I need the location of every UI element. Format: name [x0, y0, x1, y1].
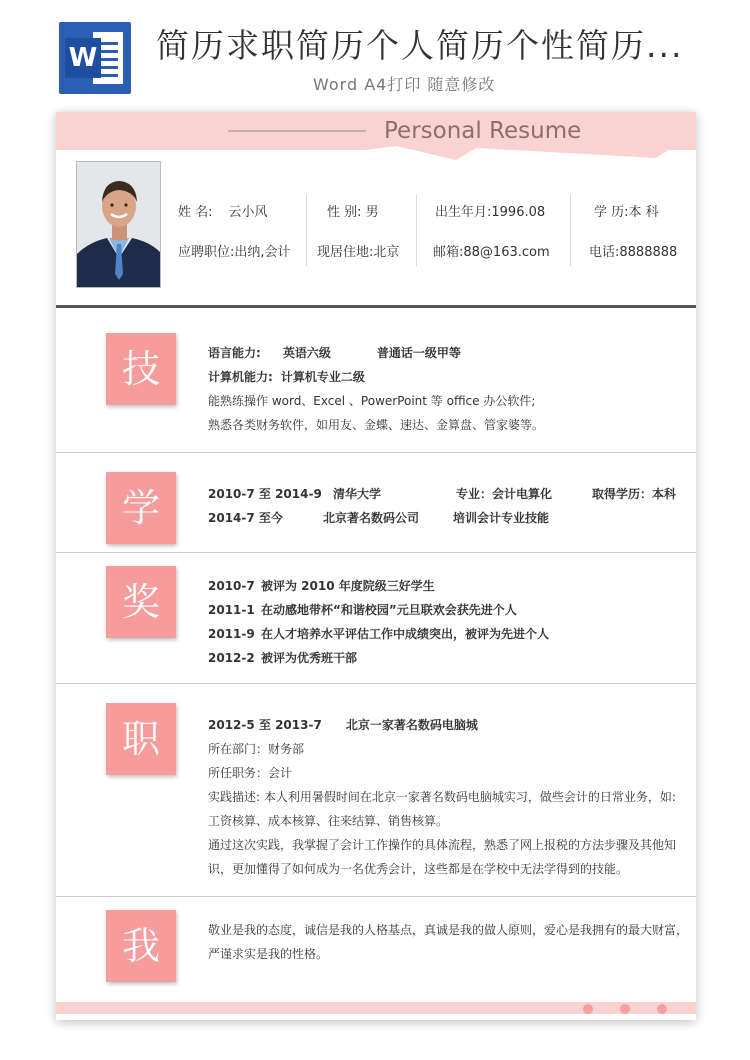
edu-row-1-degree: 取得学历：本科	[592, 487, 677, 501]
work-head: 2012-5 至 2013-7 北京一家著名数码电脑城	[208, 718, 478, 732]
banner-title: Personal Resume	[384, 118, 582, 144]
work-description: 识，更加懂得了如何成为一名优秀会计，这些都是在学校中无法学得到的技能。	[208, 862, 629, 876]
work-description: 实践描述: 本人利用暑假时间在北京一家著名数码电脑城实习，做些会计的日常业务，如:	[208, 790, 676, 804]
info-gender: 性 别: 男	[327, 205, 379, 220]
work-description: 通过这次实践，我掌握了会计工作操作的具体流程，熟悉了网上报税的方法步骤及其他知	[208, 838, 677, 852]
award-item: 2010-7 被评为 2010 年度院级三好学生	[208, 579, 435, 593]
resume-page	[56, 112, 696, 1020]
section-badge-education: 学	[106, 472, 176, 544]
document-header	[0, 0, 750, 100]
info-divider	[416, 194, 417, 266]
award-item: 2012-2 被评为优秀班干部	[208, 651, 358, 665]
section-divider	[56, 452, 696, 453]
info-position: 应聘职位:出纳,会计	[178, 245, 291, 260]
word-icon: W	[59, 22, 131, 94]
document-title: 简历求职简历个人简历个性简历...	[156, 26, 684, 65]
footer-dot	[620, 1004, 630, 1014]
info-divider	[306, 194, 307, 266]
award-item: 2011-1 在动感地带杯“和谐校园”元旦联欢会获先进个人	[208, 603, 517, 617]
self-evaluation: 敬业是我的态度，诚信是我的人格基点，真诚是我的做人原则，爱心是我拥有的最大财富，	[208, 923, 689, 937]
section-divider	[56, 896, 696, 897]
edu-row-2-training: 培训会计专业技能	[453, 511, 550, 525]
info-education: 学 历:本 科	[594, 205, 659, 220]
edu-row-1-school: 清华大学	[333, 487, 382, 501]
edu-row-1-major: 专业：会计电算化	[456, 487, 553, 501]
footer-dot	[583, 1004, 593, 1014]
resume-banner	[56, 112, 696, 162]
skill-finance-software: 熟悉各类财务软件，如用友、金蝶、速达、金算盘、管家婆等。	[208, 418, 545, 432]
info-name: 姓 名: 云小风	[178, 205, 268, 220]
profile-photo	[76, 161, 161, 288]
info-phone: 电话:8888888	[589, 245, 678, 260]
section-divider	[56, 683, 696, 684]
footer-dot	[657, 1004, 667, 1014]
skill-computer: 计算机能力: 计算机专业二级	[208, 370, 365, 384]
info-birth: 出生年月:1996.08	[435, 205, 546, 220]
work-description: 工资核算、成本核算、往来结算、销售核算。	[208, 814, 449, 828]
work-role: 所任职务：会计	[208, 766, 293, 780]
section-badge-skills: 技	[106, 333, 176, 405]
edu-row-2-date: 2014-7 至今	[208, 511, 283, 525]
info-divider	[570, 194, 571, 266]
work-department: 所在部门：财务部	[208, 742, 305, 756]
edu-row-1-date: 2010-7 至 2014-9	[208, 487, 322, 501]
self-evaluation: 严谨求实是我的性格。	[208, 947, 329, 961]
section-badge-awards: 奖	[106, 566, 176, 638]
header-divider	[56, 305, 696, 308]
edu-row-2-org: 北京著名数码公司	[323, 511, 420, 525]
section-divider	[56, 552, 696, 553]
section-badge-self: 我	[106, 910, 176, 982]
skill-office: 能熟练操作 word、Excel 、PowerPoint 等 office 办公软件;	[208, 394, 536, 408]
info-email: 邮箱:88@163.com	[433, 245, 550, 260]
award-item: 2011-9 在人才培养水平评估工作中成绩突出，被评为先进个人	[208, 627, 550, 641]
document-subtitle: Word A4打印 随意修改	[313, 75, 496, 94]
skill-language: 语言能力: 英语六级 普通话一级甲等	[208, 346, 461, 360]
info-residence: 现居住地:北京	[317, 245, 400, 260]
footer-bar	[56, 1002, 696, 1014]
section-badge-work: 职	[106, 703, 176, 775]
